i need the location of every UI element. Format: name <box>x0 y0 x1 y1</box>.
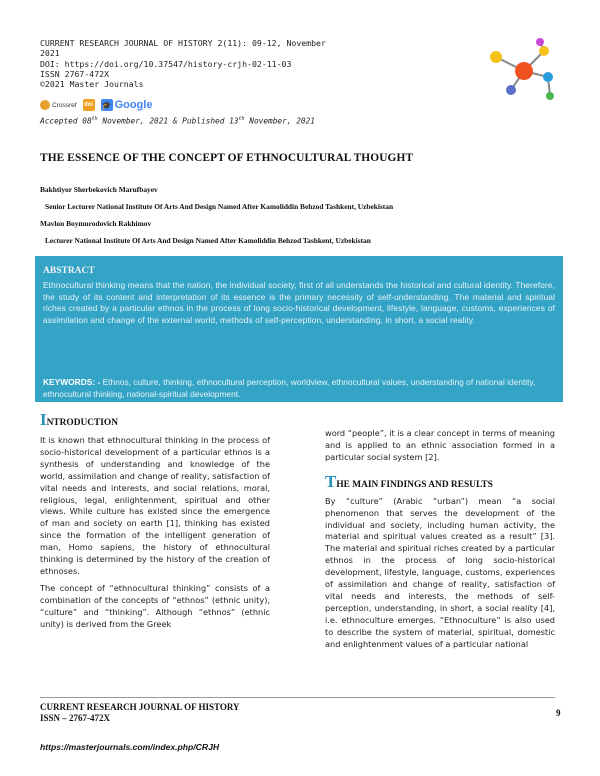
google-scholar-icon: 🎓 <box>101 100 112 110</box>
journal-molecule-logo <box>478 38 560 104</box>
keywords-list: Ethnos, culture, thinking, ethnocultural perception, worldview, ethnocultural values, understanding of national identity, ethnocultural thinking, national-spiritual development. <box>43 377 536 399</box>
publication-dates: Accepted 08th November, 2021 & Published 13th November, 2021 <box>40 116 315 126</box>
doi-link[interactable]: DOI: https://doi.org/10.37547/history-crjh-02-11-03 <box>40 58 292 69</box>
abstract-heading: ABSTRACT <box>43 266 95 276</box>
journal-url-link[interactable]: https://masterjournals.com/index.php/CRJH <box>40 742 220 752</box>
author-affiliation: Senior Lecturer National Institute Of Arts And Design Named After Kamoliddin Behzod Tashkent, Uzbekistan <box>45 202 394 211</box>
crossref-icon <box>40 100 50 110</box>
abstract-box <box>35 256 563 402</box>
continued-paragraph: word “people”, it is a clear concept in terms of meaning and is applied to an ethnic association formed in a particular social system [2]. <box>325 428 555 462</box>
google-scholar-logo[interactable]: 🎓 Google <box>101 99 153 111</box>
introduction-paragraph: The concept of “ethnocultural thinking” consists of a combination of the concepts of “ethnos” (ethnic unity), “culture” and “thinking”. Although “ethnos” (ethnic unity) is derived from the Greek <box>40 582 270 629</box>
citation-year: 2021 <box>40 48 60 59</box>
molecule-center-icon <box>515 62 533 80</box>
journal-header <box>40 38 360 89</box>
author-affiliation: Lecturer National Institute Of Arts And Design Named After Kamoliddin Behzod Tashkent, Uzbekistan <box>45 236 371 245</box>
footer-divider <box>40 697 555 698</box>
keywords-label: KEYWORDS: - <box>43 377 101 387</box>
left-column <box>40 410 270 631</box>
doi-badge-icon[interactable]: doi <box>83 99 95 111</box>
article-title: THE ESSENCE OF THE CONCEPT OF ETHNOCULTURAL THOUGHT <box>40 152 414 164</box>
findings-heading: T HE MAIN FINDINGS AND RESULTS <box>325 471 493 491</box>
issn: ISSN 2767-472X <box>40 68 110 79</box>
author-name: Mavlon Boymurodovich Rakhimov <box>40 219 152 228</box>
copyright: ©2021 Master Journals <box>40 79 144 90</box>
findings-paragraph: By “culture” (Arabic “urban”) mean “a social phenomenon that serves the development of the individual and society, including human activity, the material and spiritual values created as a result” [3]. The material and spiritual riches created by a particular ethnos in the process of long socio-historical development, lifestyle, language, customs, experiences of assimilation and change of reality, satisfaction of vital needs and interests, the methods of self-perception, understanding, in short, a social reality [4], i.e. ethnoculture emerges. “Ethnoculture” is also used to describe the system of material, spiritual, domestic and enlightenment values of a particular national <box>325 495 555 649</box>
right-column <box>325 428 555 651</box>
keywords <box>43 377 555 400</box>
page-number: 9 <box>556 708 561 718</box>
citation-line: CURRENT RESEARCH JOURNAL OF HISTORY 2(11): 09-12, November <box>40 38 326 48</box>
introduction-heading: I NTRODUCTION <box>40 410 118 429</box>
introduction-paragraph: It is known that ethnocultural thinking in the process of socio-historical development of a particular ethnos is a synthesis of understanding and knowledge of the world, assimilation and change of reality, satisfaction of vital needs and interests, and social relations, moral, religious, legal, enlightenment, spiritual and other views. While culture has existed since the emergence of man and society on earth [1], thinking has existed since the formation of the intelligent generation of man, Homo sapiens, the history of ethnocultural thinking is determined by the history of the creation of ethnoses. <box>40 435 270 576</box>
author-name: Bakhtiyor Sherbekovich Marufbayev <box>40 185 158 194</box>
indexing-logos <box>40 99 152 111</box>
footer-journal: CURRENT RESEARCH JOURNAL OF HISTORY ISSN – 2767-472X <box>40 702 240 723</box>
abstract-body: Ethnocultural thinking means that the nation, the individual society, first of all understands the historical and cultural identity. Therefore, the study of its content and interpretation of its essence is the primary necessity of self-understanding. The material and spiritual riches created by a particular ethnos in the process of long socio-historical development, lifestyle, language, customs, experiences of assimilation and change of the external world, methods of self-perception, understanding, in short, a social reality. <box>43 280 555 326</box>
crossref-logo[interactable]: Crossref <box>40 100 77 110</box>
